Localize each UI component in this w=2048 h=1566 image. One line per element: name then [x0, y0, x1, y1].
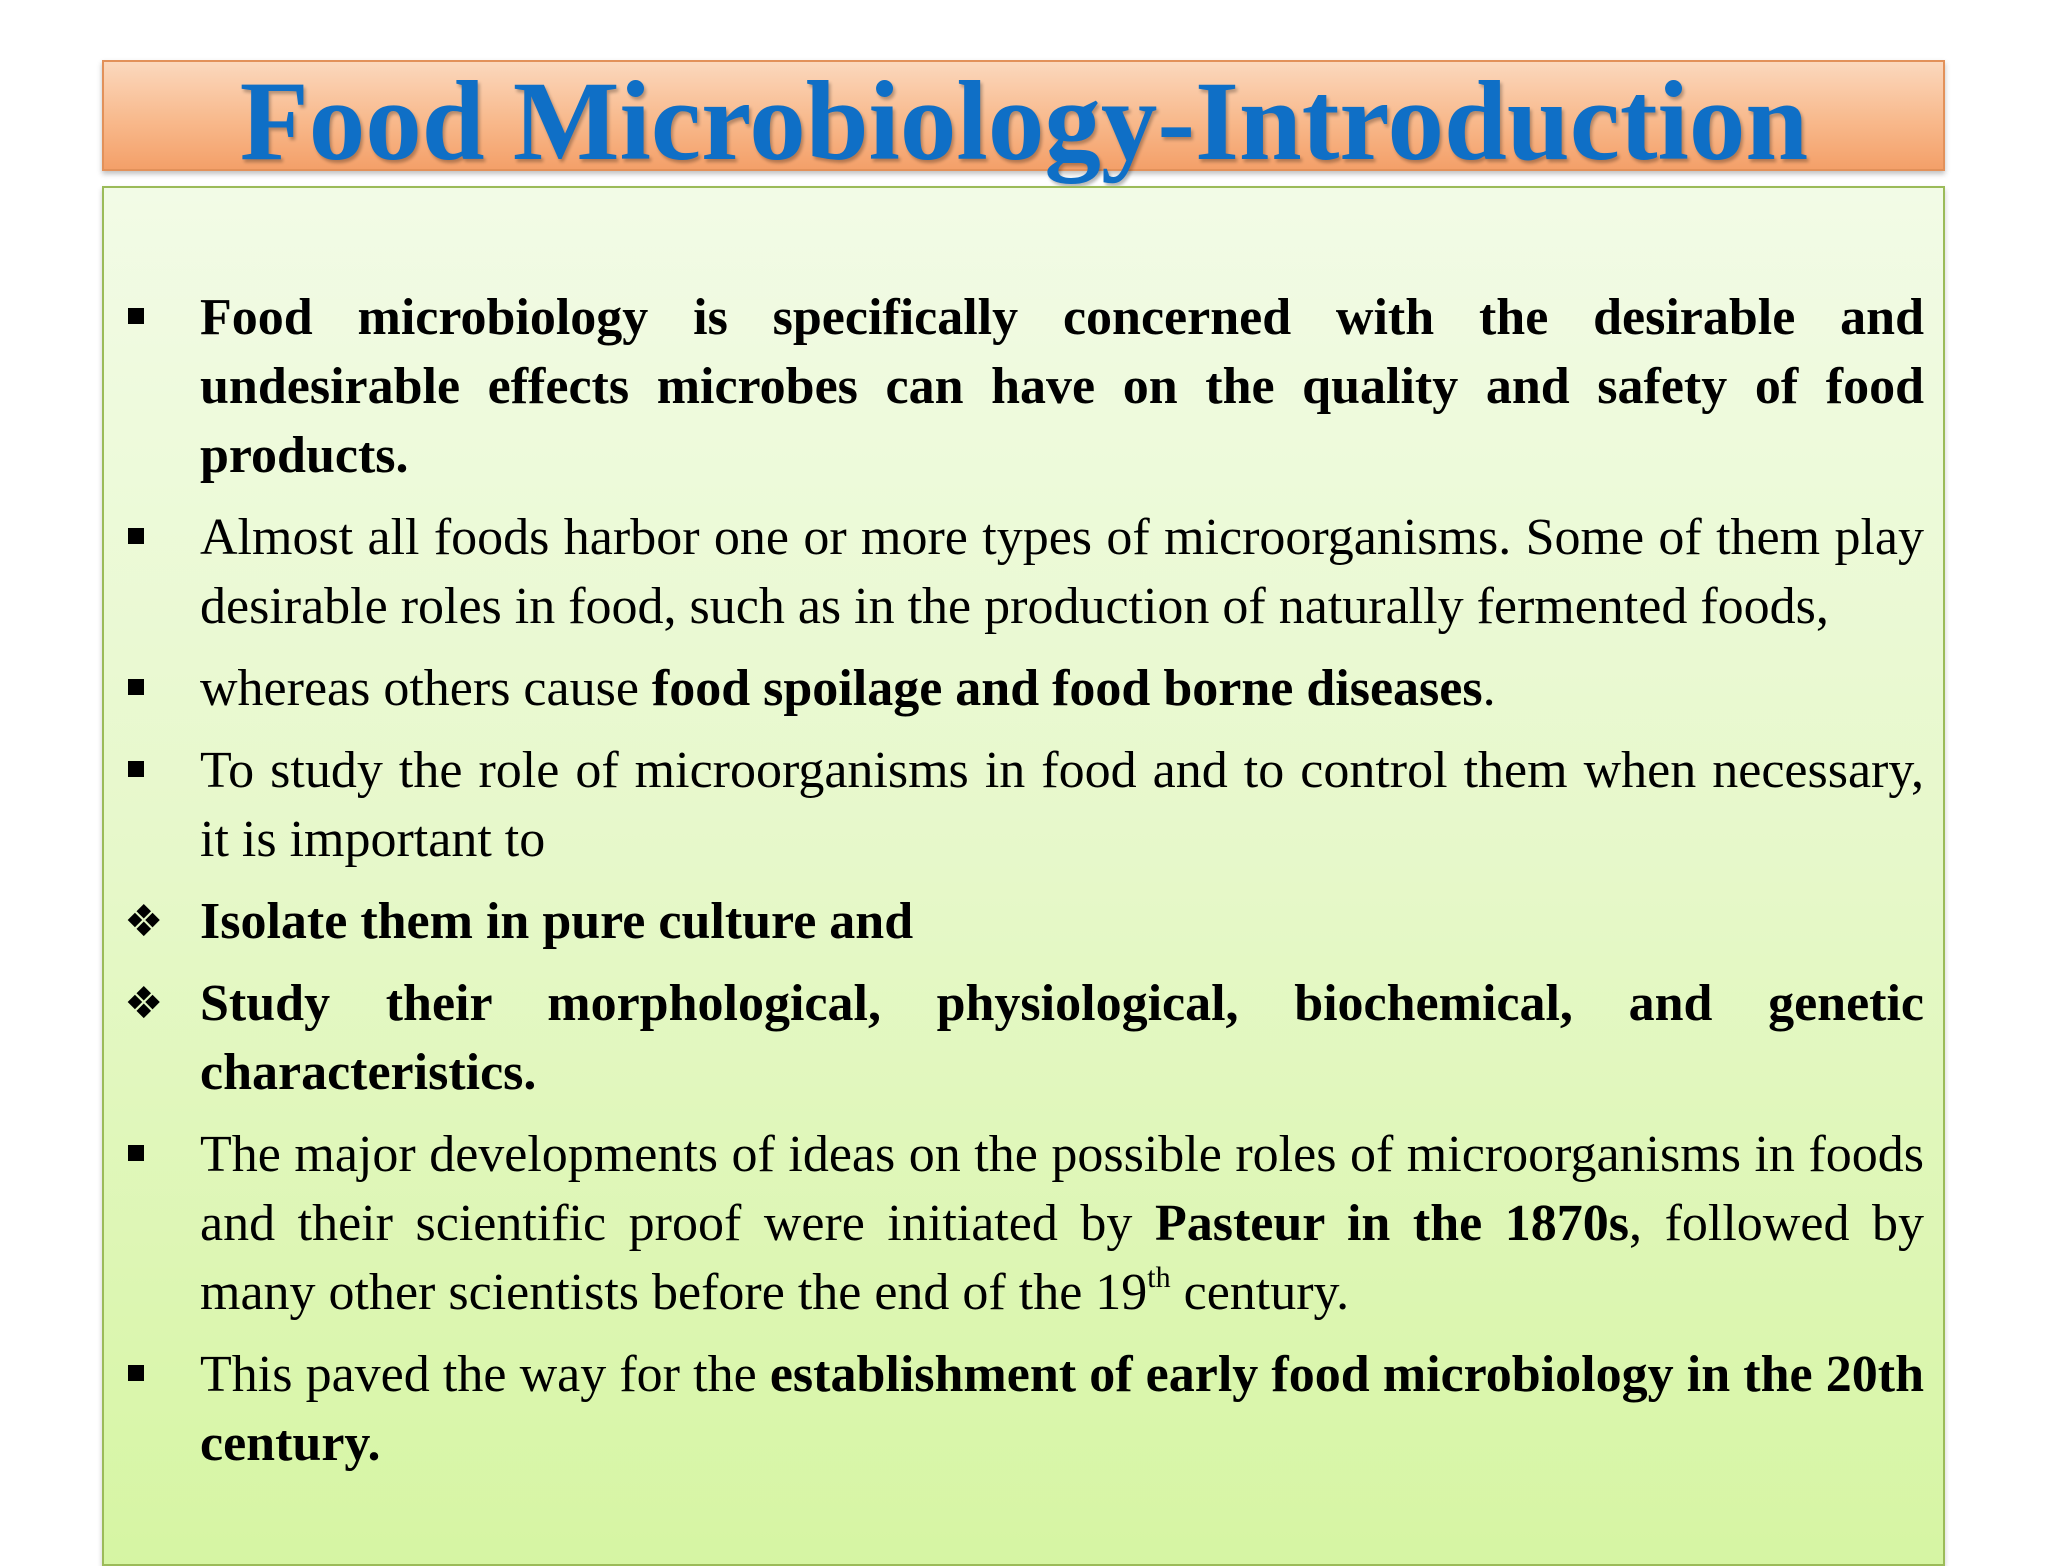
bullet-item	[200, 283, 1924, 490]
bullet-text: Isolate them in pure culture and	[200, 893, 914, 950]
bullet-text: Almost all foods harbor one or more types of microorganisms. Some of them play desirable roles in food, such as in the production of naturally fermented foods,	[200, 509, 1924, 635]
bullet-text: food spoilage and food borne diseases	[651, 660, 1483, 717]
bullet-list	[124, 283, 1924, 1491]
bullet-text: Pasteur in the 1870s	[1154, 1195, 1630, 1252]
bullet-text: establishment of early food microbiology in the 20th century.	[200, 1346, 1924, 1472]
diamond-bullet-icon: ❖	[124, 896, 164, 947]
bullet-text: Study their morphological, physiological, biochemical, and genetic characteristics.	[200, 975, 1924, 1101]
bullet-text: th	[1147, 1261, 1171, 1294]
bullet-item	[200, 1340, 1924, 1478]
square-bullet-icon	[128, 1145, 144, 1161]
square-bullet-icon	[128, 1365, 144, 1381]
square-bullet-icon	[128, 308, 144, 324]
square-bullet-icon	[128, 679, 144, 695]
bullet-item	[200, 1120, 1924, 1327]
bullet-item	[200, 654, 1924, 723]
square-bullet-icon	[128, 761, 144, 777]
bullet-text: Food microbiology is specifically concerned with the desirable and undesirable effects microbes can have on the quality and safety of food products.	[200, 289, 1924, 484]
square-bullet-icon	[128, 528, 144, 544]
bullet-text: To study the role of microorganisms in food and to control them when necessary, it is important to	[200, 742, 1924, 868]
bullet-item	[200, 503, 1924, 641]
diamond-bullet-icon: ❖	[124, 978, 164, 1029]
slide-title: Food Microbiology-Introduction	[239, 59, 1809, 184]
bullet-item	[124, 887, 1924, 956]
bullet-text: This paved the way for the	[200, 1346, 770, 1403]
bullet-text: The major developments of ideas on the possible roles of microorganisms in foods and their scientific proof were initiated by	[200, 1126, 1924, 1252]
bullet-item	[124, 969, 1924, 1107]
bullet-text: .	[1482, 660, 1496, 717]
bullet-text: century.	[1170, 1264, 1350, 1321]
bullet-text: whereas others cause	[200, 660, 652, 717]
bullet-item	[200, 736, 1924, 874]
bullet-text: , followed by many other scientists before the end of the 19	[200, 1195, 1924, 1321]
